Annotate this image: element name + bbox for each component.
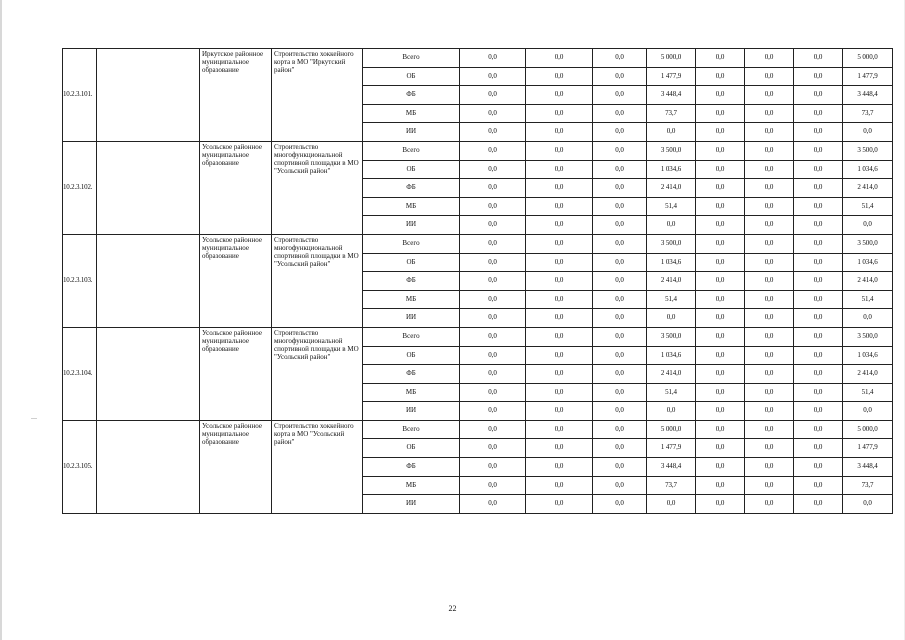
funding-value: 0,0 xyxy=(745,216,794,235)
funding-value: 0,0 xyxy=(794,346,843,365)
funding-source: ИИ xyxy=(363,495,460,514)
funding-value: 0,0 xyxy=(794,123,843,142)
funding-value: 0,0 xyxy=(460,253,526,272)
funding-value: 0,0 xyxy=(526,439,593,458)
table-row xyxy=(63,420,893,439)
funding-value: 0,0 xyxy=(843,123,893,142)
empty-cell xyxy=(97,234,200,327)
empty-cell xyxy=(97,327,200,420)
funding-value: 0,0 xyxy=(526,104,593,123)
funding-value: 0,0 xyxy=(745,309,794,328)
funding-value: 0,0 xyxy=(696,234,745,253)
funding-value: 0,0 xyxy=(843,402,893,421)
funding-value: 0,0 xyxy=(745,234,794,253)
funding-value: 0,0 xyxy=(745,253,794,272)
funding-value: 1 477,9 xyxy=(843,439,893,458)
measure-code: 10.2.3.103. xyxy=(63,234,97,327)
funding-source: МБ xyxy=(363,383,460,402)
funding-value: 5 000,0 xyxy=(843,420,893,439)
funding-value: 0,0 xyxy=(460,86,526,105)
funding-value: 0,0 xyxy=(593,476,647,495)
funding-value: 73,7 xyxy=(647,104,696,123)
funding-value: 0,0 xyxy=(460,160,526,179)
funding-value: 1 034,6 xyxy=(843,346,893,365)
funding-value: 51,4 xyxy=(647,197,696,216)
funding-value: 0,0 xyxy=(794,179,843,198)
funding-value: 0,0 xyxy=(696,476,745,495)
municipal-entity: Усольское районное муниципальное образование xyxy=(200,234,272,327)
funding-source: ФБ xyxy=(363,458,460,477)
activity-description: Строительство хоккейного корта в МО "Иркутский район" xyxy=(272,49,363,142)
funding-value: 0,0 xyxy=(593,141,647,160)
funding-value: 0,0 xyxy=(745,420,794,439)
funding-value: 0,0 xyxy=(593,160,647,179)
funding-value: 0,0 xyxy=(745,290,794,309)
funding-value: 0,0 xyxy=(794,86,843,105)
funding-value: 0,0 xyxy=(794,234,843,253)
funding-source: ОБ xyxy=(363,67,460,86)
measure-code: 10.2.3.102. xyxy=(63,141,97,234)
funding-value: 2 414,0 xyxy=(647,272,696,291)
funding-value: 0,0 xyxy=(460,67,526,86)
funding-value: 1 477,9 xyxy=(647,439,696,458)
funding-value: 0,0 xyxy=(794,49,843,68)
funding-value: 0,0 xyxy=(460,179,526,198)
funding-value: 0,0 xyxy=(460,495,526,514)
funding-value: 0,0 xyxy=(593,346,647,365)
funding-value: 0,0 xyxy=(593,309,647,328)
funding-value: 0,0 xyxy=(745,141,794,160)
funding-value: 0,0 xyxy=(526,346,593,365)
funding-value: 0,0 xyxy=(526,197,593,216)
scan-mark xyxy=(31,418,37,419)
funding-value: 0,0 xyxy=(460,309,526,328)
funding-value: 0,0 xyxy=(526,272,593,291)
funding-value: 3 448,4 xyxy=(647,458,696,477)
funding-source: ИИ xyxy=(363,402,460,421)
funding-source: Всего xyxy=(363,420,460,439)
funding-value: 0,0 xyxy=(696,49,745,68)
funding-value: 0,0 xyxy=(794,290,843,309)
funding-value: 0,0 xyxy=(526,234,593,253)
funding-value: 2 414,0 xyxy=(647,179,696,198)
funding-value: 0,0 xyxy=(794,141,843,160)
funding-value: 0,0 xyxy=(745,402,794,421)
funding-value: 0,0 xyxy=(794,272,843,291)
funding-source: МБ xyxy=(363,290,460,309)
funding-value: 0,0 xyxy=(593,179,647,198)
funding-value: 0,0 xyxy=(526,216,593,235)
funding-value: 0,0 xyxy=(745,365,794,384)
funding-value: 0,0 xyxy=(593,197,647,216)
funding-value: 3 500,0 xyxy=(843,327,893,346)
funding-value: 0,0 xyxy=(526,327,593,346)
funding-value: 0,0 xyxy=(526,179,593,198)
funding-value: 3 500,0 xyxy=(647,141,696,160)
funding-value: 0,0 xyxy=(794,197,843,216)
measure-code: 10.2.3.104. xyxy=(63,327,97,420)
funding-value: 0,0 xyxy=(593,123,647,142)
funding-value: 0,0 xyxy=(745,476,794,495)
funding-value: 0,0 xyxy=(696,495,745,514)
funding-value: 0,0 xyxy=(460,365,526,384)
municipal-entity: Усольское районное муниципальное образование xyxy=(200,420,272,513)
funding-value: 0,0 xyxy=(647,309,696,328)
funding-value: 0,0 xyxy=(794,495,843,514)
funding-value: 51,4 xyxy=(843,383,893,402)
funding-value: 73,7 xyxy=(647,476,696,495)
funding-value: 0,0 xyxy=(745,327,794,346)
municipal-entity: Иркутское районное муниципальное образование xyxy=(200,49,272,142)
funding-value: 0,0 xyxy=(745,104,794,123)
funding-source: ИИ xyxy=(363,123,460,142)
funding-value: 0,0 xyxy=(696,458,745,477)
funding-value: 5 000,0 xyxy=(647,420,696,439)
funding-source: ФБ xyxy=(363,86,460,105)
funding-value: 51,4 xyxy=(843,197,893,216)
empty-cell xyxy=(97,141,200,234)
empty-cell xyxy=(97,49,200,142)
funding-value: 0,0 xyxy=(593,420,647,439)
funding-value: 0,0 xyxy=(593,104,647,123)
funding-value: 0,0 xyxy=(593,272,647,291)
funding-value: 0,0 xyxy=(593,439,647,458)
funding-value: 3 500,0 xyxy=(843,234,893,253)
funding-value: 73,7 xyxy=(843,476,893,495)
table-row xyxy=(63,141,893,160)
funding-value: 0,0 xyxy=(593,290,647,309)
funding-value: 0,0 xyxy=(745,49,794,68)
funding-value: 51,4 xyxy=(843,290,893,309)
funding-value: 0,0 xyxy=(647,495,696,514)
funding-value: 0,0 xyxy=(696,104,745,123)
funding-value: 0,0 xyxy=(593,234,647,253)
funding-source: ИИ xyxy=(363,216,460,235)
funding-value: 3 500,0 xyxy=(647,327,696,346)
activity-description: Строительство многофункциональной спортивной площадки в МО "Усольский район" xyxy=(272,141,363,234)
funding-value: 0,0 xyxy=(647,123,696,142)
funding-value: 0,0 xyxy=(460,458,526,477)
funding-value: 0,0 xyxy=(593,86,647,105)
funding-value: 0,0 xyxy=(593,49,647,68)
table-row xyxy=(63,327,893,346)
funding-value: 0,0 xyxy=(526,86,593,105)
funding-source: ИИ xyxy=(363,309,460,328)
funding-value: 0,0 xyxy=(794,309,843,328)
funding-source: ФБ xyxy=(363,365,460,384)
funding-value: 2 414,0 xyxy=(647,365,696,384)
funding-source: МБ xyxy=(363,476,460,495)
activity-description: Строительство многофункциональной спортивной площадки в МО "Усольский район" xyxy=(272,234,363,327)
funding-value: 0,0 xyxy=(526,495,593,514)
funding-value: 0,0 xyxy=(794,104,843,123)
funding-value: 1 034,6 xyxy=(843,253,893,272)
municipal-entity: Усольское районное муниципальное образование xyxy=(200,141,272,234)
funding-source: ОБ xyxy=(363,346,460,365)
funding-value: 0,0 xyxy=(745,179,794,198)
funding-source: Всего xyxy=(363,327,460,346)
funding-value: 0,0 xyxy=(460,290,526,309)
funding-value: 0,0 xyxy=(526,290,593,309)
funding-value: 0,0 xyxy=(696,346,745,365)
activity-description: Строительство хоккейного корта в МО "Усольский район" xyxy=(272,420,363,513)
funding-value: 0,0 xyxy=(745,383,794,402)
funding-value: 0,0 xyxy=(526,67,593,86)
funding-value: 2 414,0 xyxy=(843,179,893,198)
funding-value: 0,0 xyxy=(526,160,593,179)
funding-value: 0,0 xyxy=(460,383,526,402)
funding-value: 0,0 xyxy=(696,123,745,142)
funding-table xyxy=(62,48,893,514)
funding-value: 0,0 xyxy=(460,476,526,495)
funding-value: 0,0 xyxy=(526,402,593,421)
funding-value: 3 448,4 xyxy=(843,86,893,105)
funding-value: 0,0 xyxy=(794,253,843,272)
funding-value: 0,0 xyxy=(647,402,696,421)
funding-value: 0,0 xyxy=(526,123,593,142)
funding-value: 0,0 xyxy=(460,104,526,123)
funding-source: ФБ xyxy=(363,272,460,291)
funding-value: 1 477,9 xyxy=(647,67,696,86)
funding-source: ОБ xyxy=(363,160,460,179)
funding-value: 0,0 xyxy=(843,309,893,328)
funding-value: 0,0 xyxy=(460,272,526,291)
funding-value: 0,0 xyxy=(745,86,794,105)
funding-value: 0,0 xyxy=(526,383,593,402)
funding-source: ОБ xyxy=(363,253,460,272)
funding-value: 0,0 xyxy=(593,495,647,514)
funding-value: 2 414,0 xyxy=(843,365,893,384)
funding-value: 0,0 xyxy=(593,458,647,477)
funding-value: 0,0 xyxy=(460,234,526,253)
funding-value: 51,4 xyxy=(647,290,696,309)
table-body xyxy=(63,49,893,514)
funding-value: 0,0 xyxy=(745,197,794,216)
funding-value: 0,0 xyxy=(526,253,593,272)
funding-value: 0,0 xyxy=(794,476,843,495)
funding-value: 0,0 xyxy=(593,253,647,272)
funding-value: 0,0 xyxy=(526,49,593,68)
funding-value: 0,0 xyxy=(794,365,843,384)
funding-value: 0,0 xyxy=(526,476,593,495)
funding-value: 0,0 xyxy=(745,346,794,365)
funding-source: ФБ xyxy=(363,179,460,198)
funding-source: Всего xyxy=(363,141,460,160)
funding-value: 0,0 xyxy=(843,495,893,514)
municipal-entity: Усольское районное муниципальное образование xyxy=(200,327,272,420)
funding-value: 0,0 xyxy=(526,141,593,160)
funding-value: 0,0 xyxy=(696,365,745,384)
funding-value: 5 000,0 xyxy=(843,49,893,68)
funding-value: 0,0 xyxy=(696,160,745,179)
funding-value: 0,0 xyxy=(696,290,745,309)
funding-value: 0,0 xyxy=(696,197,745,216)
funding-value: 3 448,4 xyxy=(843,458,893,477)
funding-value: 0,0 xyxy=(526,365,593,384)
funding-value: 0,0 xyxy=(460,402,526,421)
funding-value: 0,0 xyxy=(696,272,745,291)
funding-value: 0,0 xyxy=(794,458,843,477)
funding-value: 0,0 xyxy=(745,67,794,86)
funding-value: 0,0 xyxy=(794,327,843,346)
funding-value: 0,0 xyxy=(794,420,843,439)
funding-value: 0,0 xyxy=(745,160,794,179)
funding-value: 0,0 xyxy=(696,383,745,402)
funding-value: 0,0 xyxy=(460,346,526,365)
funding-value: 0,0 xyxy=(526,420,593,439)
funding-value: 0,0 xyxy=(794,160,843,179)
funding-value: 0,0 xyxy=(593,67,647,86)
funding-value: 0,0 xyxy=(460,439,526,458)
funding-value: 1 034,6 xyxy=(647,160,696,179)
activity-description: Строительство многофункциональной спортивной площадки в МО "Усольский район" xyxy=(272,327,363,420)
funding-value: 3 500,0 xyxy=(843,141,893,160)
funding-source: МБ xyxy=(363,104,460,123)
funding-value: 0,0 xyxy=(460,197,526,216)
funding-source: ОБ xyxy=(363,439,460,458)
page-number: 22 xyxy=(448,604,457,613)
funding-value: 73,7 xyxy=(843,104,893,123)
funding-value: 0,0 xyxy=(745,439,794,458)
funding-value: 1 034,6 xyxy=(647,253,696,272)
funding-source: Всего xyxy=(363,234,460,253)
funding-value: 0,0 xyxy=(696,420,745,439)
funding-value: 0,0 xyxy=(696,67,745,86)
funding-value: 0,0 xyxy=(593,402,647,421)
funding-value: 1 477,9 xyxy=(843,67,893,86)
funding-value: 0,0 xyxy=(745,495,794,514)
funding-value: 51,4 xyxy=(647,383,696,402)
funding-source: Всего xyxy=(363,49,460,68)
funding-value: 0,0 xyxy=(647,216,696,235)
funding-value: 0,0 xyxy=(696,86,745,105)
funding-value: 0,0 xyxy=(794,216,843,235)
funding-value: 0,0 xyxy=(794,402,843,421)
scan-left-edge xyxy=(0,0,2,640)
funding-value: 3 500,0 xyxy=(647,234,696,253)
funding-value: 0,0 xyxy=(593,383,647,402)
funding-value: 0,0 xyxy=(745,272,794,291)
funding-value: 0,0 xyxy=(696,439,745,458)
funding-value: 0,0 xyxy=(460,49,526,68)
funding-value: 3 448,4 xyxy=(647,86,696,105)
empty-cell xyxy=(97,420,200,513)
funding-value: 0,0 xyxy=(460,141,526,160)
table-row xyxy=(63,234,893,253)
funding-value: 0,0 xyxy=(745,123,794,142)
funding-value: 2 414,0 xyxy=(843,272,893,291)
funding-value: 0,0 xyxy=(843,216,893,235)
funding-value: 0,0 xyxy=(696,327,745,346)
funding-value: 0,0 xyxy=(696,216,745,235)
funding-value: 0,0 xyxy=(696,141,745,160)
funding-value: 0,0 xyxy=(460,123,526,142)
funding-value: 0,0 xyxy=(593,216,647,235)
funding-value: 0,0 xyxy=(794,439,843,458)
funding-value: 0,0 xyxy=(794,383,843,402)
funding-value: 0,0 xyxy=(794,67,843,86)
funding-value: 0,0 xyxy=(593,327,647,346)
funding-value: 0,0 xyxy=(593,365,647,384)
measure-code: 10.2.3.101. xyxy=(63,49,97,142)
funding-value: 0,0 xyxy=(745,458,794,477)
funding-value: 0,0 xyxy=(696,179,745,198)
funding-value: 0,0 xyxy=(696,402,745,421)
funding-value: 0,0 xyxy=(526,458,593,477)
measure-code: 10.2.3.105. xyxy=(63,420,97,513)
funding-value: 5 000,0 xyxy=(647,49,696,68)
funding-value: 1 034,6 xyxy=(647,346,696,365)
funding-value: 1 034,6 xyxy=(843,160,893,179)
funding-value: 0,0 xyxy=(460,420,526,439)
funding-source: МБ xyxy=(363,197,460,216)
table-row xyxy=(63,49,893,68)
funding-value: 0,0 xyxy=(696,309,745,328)
funding-value: 0,0 xyxy=(526,309,593,328)
funding-value: 0,0 xyxy=(460,216,526,235)
funding-value: 0,0 xyxy=(696,253,745,272)
funding-value: 0,0 xyxy=(460,327,526,346)
